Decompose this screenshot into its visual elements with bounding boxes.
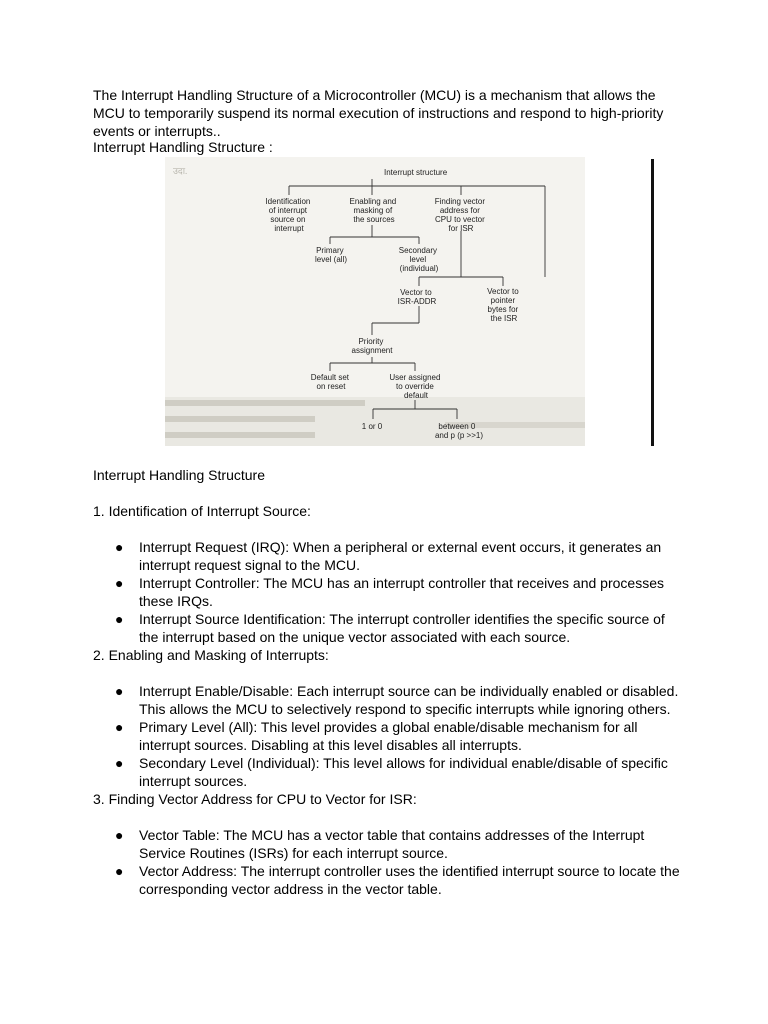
diagram-secondary-level: Secondary level (individual) bbox=[398, 246, 439, 273]
list-item: ● Secondary Level (Individual): This level allows for individual enable/disable of specific interrupt sources. bbox=[115, 755, 668, 789]
diagram-default-set: Default set on reset bbox=[310, 373, 350, 391]
list-item: ● Vector Table: The MCU has a vector table that contains addresses of the Interrupt Service Routines (ISRs) for each interrupt source. bbox=[115, 827, 645, 861]
diagram-branch-vector: Finding vector address for CPU to vector for ISR bbox=[434, 197, 486, 233]
figure-edge-rule bbox=[651, 159, 654, 446]
bullet-icon: ● bbox=[115, 863, 124, 879]
section-2-list bbox=[93, 682, 683, 790]
bullet-icon: ● bbox=[115, 539, 124, 555]
list-item: ● Vector Address: The interrupt controller uses the identified interrupt source to locate the corresponding vector address in the vector table. bbox=[115, 863, 680, 897]
diagram-root-label: Interrupt structure bbox=[384, 168, 448, 177]
interrupt-structure-diagram bbox=[165, 157, 585, 446]
diagram-user-assigned: User assigned to override default bbox=[389, 373, 441, 400]
diagram-one-or-zero: 1 or 0 bbox=[361, 422, 383, 431]
diagram-svg bbox=[165, 157, 585, 446]
list-item: ● Interrupt Enable/Disable: Each interrupt source can be individually enabled or disabled. This allows the MCU to selectively respond to specific interrupts while ignoring others. bbox=[115, 683, 679, 717]
list-item: ● Primary Level (All): This level provides a global enable/disable mechanism for all interrupt sources. Disabling at this level disables all interrupts. bbox=[115, 719, 638, 753]
section-heading-1: 1. Identification of Interrupt Source: bbox=[93, 503, 311, 519]
handwritten-note: उदा. bbox=[173, 166, 188, 176]
section-heading-3: 3. Finding Vector Address for CPU to Vector for ISR: bbox=[93, 791, 417, 807]
list-item: ● Interrupt Controller: The MCU has an interrupt controller that receives and processes these IRQs. bbox=[115, 575, 664, 609]
list-item: ● Interrupt Request (IRQ): When a peripheral or external event occurs, it generates an interrupt request signal to the MCU. bbox=[115, 539, 662, 573]
bullet-icon: ● bbox=[115, 611, 124, 627]
section-title: Interrupt Handling Structure bbox=[93, 467, 265, 483]
bullet-icon: ● bbox=[115, 683, 124, 699]
diagram-vector-pointer: Vector to pointer bytes for the ISR bbox=[487, 287, 519, 323]
diagram-branch-enabling: Enabling and masking of the sources bbox=[349, 197, 397, 224]
figure-caption: Interrupt Handling Structure : bbox=[93, 139, 273, 155]
bullet-icon: ● bbox=[115, 755, 124, 771]
list-item: ● Interrupt Source Identification: The interrupt controller identifies the specific source of the interrupt based on the unique vector associated with each source. bbox=[115, 611, 665, 645]
intro-paragraph: The Interrupt Handling Structure of a Microcontroller (MCU) is a mechanism that allows the MCU to temporarily suspend its normal execution of instructions and respond to high-priority events or interrupts.. bbox=[93, 87, 664, 139]
bullet-icon: ● bbox=[115, 719, 124, 735]
section-3-list bbox=[93, 826, 683, 898]
diagram-priority-assignment: Priority assignment bbox=[351, 337, 393, 355]
bullet-icon: ● bbox=[115, 827, 124, 843]
diagram-primary-level: Primary level (all) bbox=[314, 246, 348, 264]
bullet-icon: ● bbox=[115, 575, 124, 591]
diagram-vector-isr: Vector to ISR-ADDR bbox=[397, 288, 437, 306]
diagram-between-range: between 0 and p (p >>1) bbox=[434, 422, 484, 440]
sections-content bbox=[93, 502, 683, 898]
section-1-list bbox=[93, 538, 683, 646]
section-heading-2: 2. Enabling and Masking of Interrupts: bbox=[93, 647, 329, 663]
diagram-branch-identification: Identification of interrupt source on interrupt bbox=[265, 197, 311, 233]
